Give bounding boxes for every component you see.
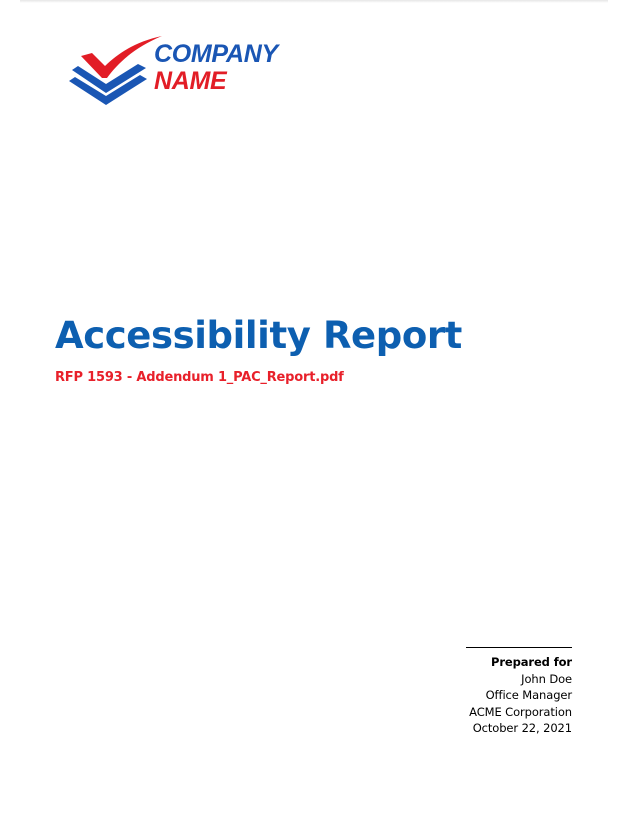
company-logo-text xyxy=(154,41,278,95)
checkmark-chevrons-icon xyxy=(64,34,164,110)
report-subtitle: RFP 1593 - Addendum 1_PAC_Report.pdf xyxy=(55,370,344,385)
recipient-role: Office Manager xyxy=(485,688,572,702)
logo-line-name: NAME xyxy=(154,67,227,95)
logo-line-company: COMPANY xyxy=(154,40,278,68)
prepared-for-label: Prepared for xyxy=(491,655,572,669)
company-logo xyxy=(64,34,294,112)
recipient-name: John Doe xyxy=(521,671,572,686)
recipient-company: ACME Corporation xyxy=(469,704,572,719)
report-title: Accessibility Report xyxy=(55,314,462,357)
prepared-divider xyxy=(466,647,572,648)
prepared-for-block xyxy=(469,654,572,737)
page-top-edge xyxy=(20,0,608,3)
report-date: October 22, 2021 xyxy=(472,721,572,735)
